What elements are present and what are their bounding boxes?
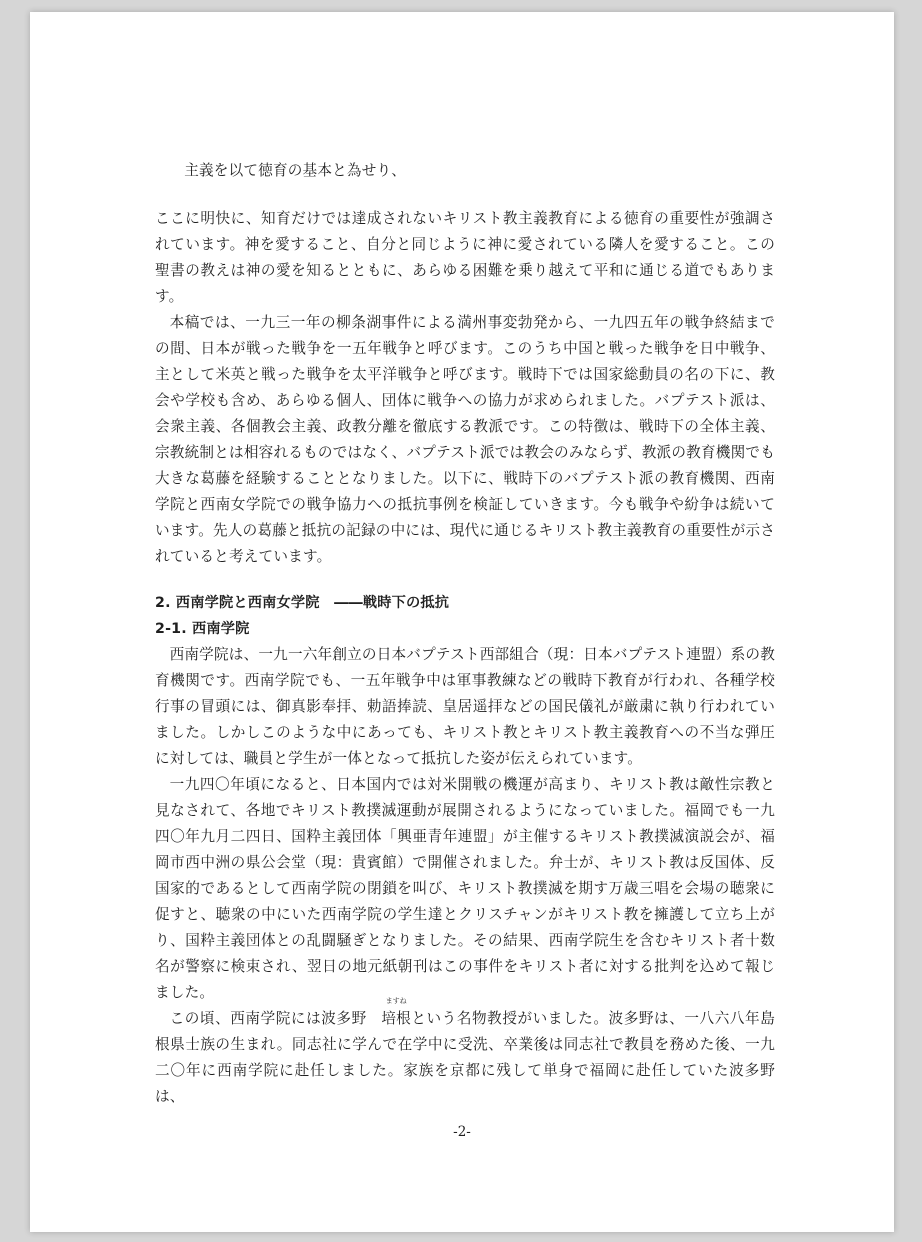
ruby-reading: ますね: [385, 997, 407, 1005]
paragraph-1: ここに明快に、知育だけでは達成されないキリスト教主義教育による徳育の重要性が強調されています。神を愛すること、自分と同じように神に愛されている隣人を愛すること。この聖書の教えは神の愛を知るとともに、あらゆる困難を乗り越えて平和に通じる道でもあります。: [155, 210, 775, 305]
paragraph-3: 西南学院は、一九一六年創立の日本バプテスト西部組合（現：日本バプテスト連盟）系の教育機関です。西南学院でも、一五年戦争中は軍事教練などの戦時下教育が行われ、各種学校行事の冒頭には、御真影奉拝、勅語捧読、皇居遥拝などの国民儀礼が厳粛に執り行われていました。しかしこのような中にあっても、キリスト教とキリスト教主義教育への不当な弾圧に対しては、職員と学生が一体となって抵抗した姿が伝えられています。: [155, 646, 775, 767]
section-heading: 2. 西南学院と西南女学院 ――戦時下の抵抗: [155, 595, 450, 611]
document-page: [30, 12, 894, 1232]
subsection-heading: 2-1. 西南学院: [155, 621, 250, 637]
page-number: -2-: [453, 1124, 471, 1140]
quote-line: 主義を以て徳育の基本と為せり、: [184, 162, 407, 179]
page-content: [155, 158, 775, 1110]
ruby-base: 培根: [381, 1010, 411, 1027]
paragraph-2: 本稿では、一九三一年の柳条湖事件による満州事変勃発から、一九四五年の戦争終結までの間、日本が戦った戦争を一五年戦争と呼びます。このうち中国と戦った戦争を日中戦争、主として米英と戦った戦争を太平洋戦争と呼びます。戦時下では国家総動員の名の下に、教会や学校も含め、あらゆる個人、団体に戦争への協力が求められました。バプテスト派は、会衆主義、各個教会主義、政教分離を徹底する教派です。この特徴は、戦時下の全体主義、宗教統制とは相容れるものではなく、バプテスト派では教会のみならず、教派の教育機関でも大きな葛藤を経験することとなりました。以下に、戦時下のバプテスト派の教育機関、西南学院と西南女学院での戦争協力への抵抗事例を検証していきます。今も戦争や紛争は続いています。先人の葛藤と抵抗の記録の中には、現代に通じるキリスト教主義教育の重要性が示されていると考えています。: [155, 314, 775, 565]
paragraph-5: [155, 997, 775, 1110]
paragraph-5-text-after: という名物教授がいました。波多野は、一八六八年島根県士族の生まれ。同志社に学んで在学中に受洗、卒業後は同志社で教員を務めた後、一九二〇年に西南学院に赴任しました。家族を京都に残して単身で福岡に赴任していた波多野は、: [155, 1010, 775, 1105]
ruby-name: [367, 997, 411, 1032]
spacer: [155, 184, 775, 206]
paragraph-5-text-before: この頃、西南学院には波多野: [169, 1010, 367, 1027]
paragraph-4: 一九四〇年頃になると、日本国内では対米開戦の機運が高まり、キリスト教は敵性宗教と見なされて、各地でキリスト教撲滅運動が展開されるようになっていました。福岡でも一九四〇年九月二四日、国粋主義団体「興亜青年連盟」が主催するキリスト教撲滅演説会が、福岡市西中洲の県公会堂（現：貴賓館）で開催されました。弁士が、キリスト教は反国体、反国家的であるとして西南学院の閉鎖を叫び、キリスト教撲滅を期す万歳三唱を会場の聴衆に促すと、聴衆の中にいた西南学院の学生達とクリスチャンがキリスト教を擁護して立ち上がり、国粋主義団体との乱闘騒ぎとなりました。その結果、西南学院生を含むキリスト者十数名が警察に検束され、翌日の地元紙朝刊はこの事件をキリスト者に対する批判を込めて報じました。: [155, 776, 775, 1001]
